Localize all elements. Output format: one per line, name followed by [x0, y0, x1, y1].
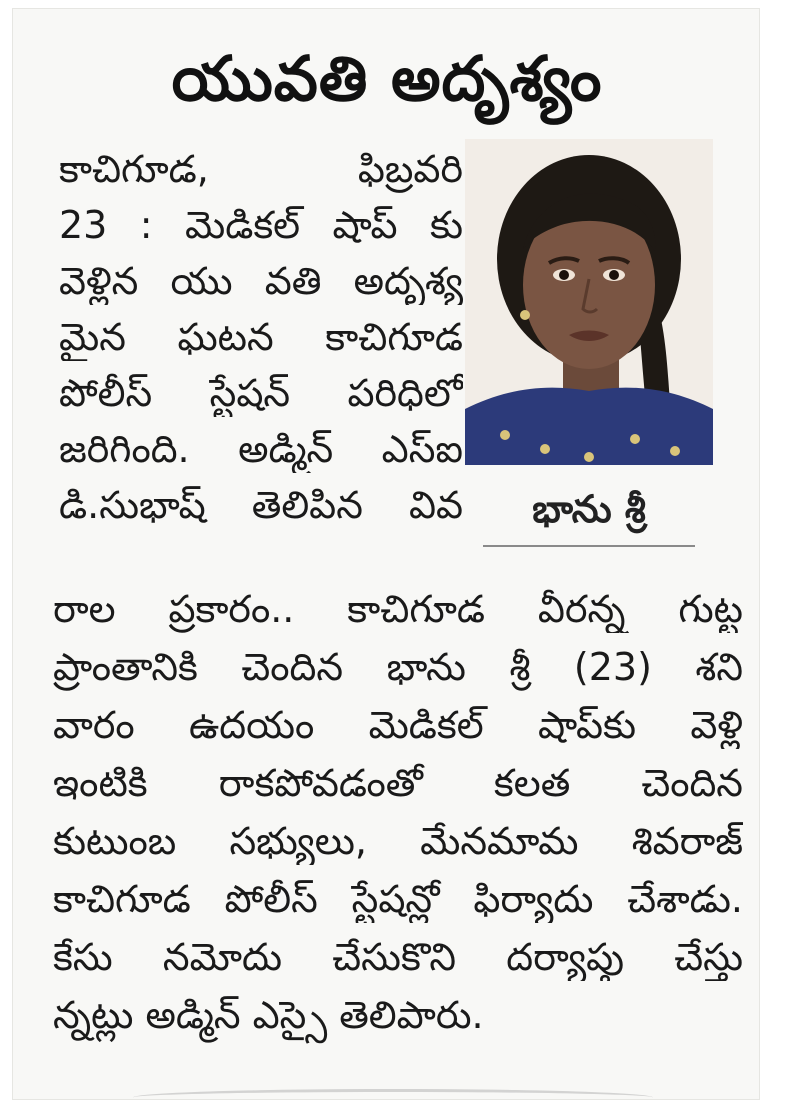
missing-person-photo: [465, 139, 713, 465]
photo-caption: భాను శ్రీ: [532, 487, 646, 531]
body-line: కేసు నమోదు చేసుకొని దర్యాప్తు చేస్తు: [53, 935, 743, 979]
cropped-fragment: [133, 1089, 653, 1100]
body-line: వెళ్లిన యు వతి అదృశ్య: [59, 259, 463, 303]
body-line: జరిగింది. అడ్మిన్ ఎస్ఐ: [59, 427, 463, 471]
body-line: మైన ఘటన కాచిగూడ: [59, 315, 463, 359]
body-line: కాచిగూడ, ఫిబ్రవరి: [59, 147, 463, 191]
body-line: డి.సుభాష్ తెలిపిన వివ: [59, 483, 463, 527]
body-line: కాచిగూడ పోలీస్ స్టేషన్లో ఫిర్యాదు చేశాడు.: [53, 877, 743, 921]
newspaper-clipping: [12, 8, 760, 1100]
body-line: కుటుంబ సభ్యులు, మేనమామ శివరాజ్: [53, 819, 743, 863]
headline: యువతి అదృశ్యం: [171, 42, 603, 115]
body-line: వారం ఉదయం మెడికల్ షాప్‌కు వెళ్లి: [53, 703, 743, 747]
body-line: ఇంటికి రాకపోవడంతో కలత చెందిన: [53, 761, 743, 805]
body-line: పోలీస్ స్టేషన్ పరిధిలో: [59, 371, 463, 415]
body-line: ప్రాంతానికి చెందిన భాను శ్రీ (23) శని: [53, 645, 743, 689]
body-line: రాల ప్రకారం.. కాచిగూడ వీరన్న గుట్ట: [53, 587, 743, 631]
body-line: 23 : మెడికల్ షాప్ కు: [59, 203, 463, 247]
body-line-last: న్నట్లు అడ్మిన్ ఎస్సై తెలిపారు.: [53, 993, 484, 1037]
caption-rule: [483, 545, 695, 547]
